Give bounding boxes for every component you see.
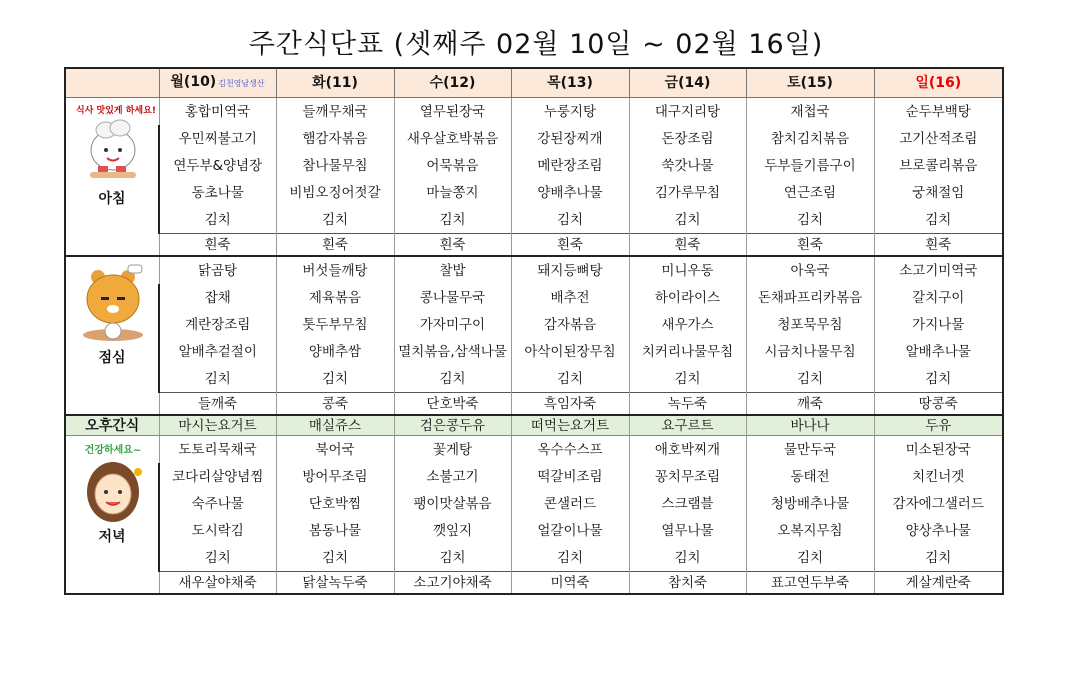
day-header: 금(14) (629, 68, 746, 98)
day-header-row (65, 68, 1003, 98)
menu-item: 가자미구이 (394, 311, 511, 338)
menu-item: 김치 (511, 206, 629, 234)
menu-item: 닭살녹두죽 (276, 572, 394, 595)
menu-item: 두부들기름구이 (746, 152, 874, 179)
breakfast-row (65, 179, 1003, 206)
breakfast-row (65, 234, 1003, 257)
breakfast-label-cell (65, 98, 159, 234)
menu-item: 강된장찌개 (511, 125, 629, 152)
menu-item: 단호박죽 (394, 393, 511, 416)
menu-item: 흰죽 (874, 234, 1003, 257)
dinner-row (65, 490, 1003, 517)
menu-item: 김치 (874, 365, 1003, 393)
menu-item: 알배추겉절이 (159, 338, 276, 365)
menu-item: 옥수수스프 (511, 436, 629, 464)
menu-item: 참치죽 (629, 572, 746, 595)
menu-item: 떡갈비조림 (511, 463, 629, 490)
snack-item: 검은콩두유 (394, 415, 511, 436)
menu-item: 김치 (874, 206, 1003, 234)
menu-table (64, 67, 1004, 595)
menu-item: 김치 (511, 365, 629, 393)
menu-item: 양배추쌈 (276, 338, 394, 365)
meal-label: 점심 (98, 349, 126, 366)
menu-item: 단호박찜 (276, 490, 394, 517)
menu-item: 흰죽 (629, 234, 746, 257)
menu-item: 돈장조림 (629, 125, 746, 152)
menu-item: 숙주나물 (159, 490, 276, 517)
snack-item: 마시는요거트 (159, 415, 276, 436)
snack-item: 바나나 (746, 415, 874, 436)
day-header: 화(11) (276, 68, 394, 98)
menu-item: 김치 (276, 365, 394, 393)
lunch-row (65, 338, 1003, 365)
girl-mascot-icon (76, 442, 150, 528)
snack-item: 두유 (874, 415, 1003, 436)
menu-item: 김치 (394, 365, 511, 393)
menu-item: 오복지무침 (746, 517, 874, 544)
menu-item: 미소된장국 (874, 436, 1003, 464)
lunch-row (65, 365, 1003, 393)
menu-item: 어묵볶음 (394, 152, 511, 179)
menu-item: 봄동나물 (276, 517, 394, 544)
snack-item: 매실쥬스 (276, 415, 394, 436)
menu-item: 햄감자볶음 (276, 125, 394, 152)
menu-item: 흰죽 (159, 234, 276, 257)
menu-item: 김치 (874, 544, 1003, 572)
menu-item: 김치 (746, 365, 874, 393)
menu-item: 참치김치볶음 (746, 125, 874, 152)
menu-item: 코다리살양념찜 (159, 463, 276, 490)
menu-item: 갈치구이 (874, 284, 1003, 311)
menu-item: 콘샐러드 (511, 490, 629, 517)
lunch-label-cell (65, 256, 159, 393)
menu-item: 시금치나물무침 (746, 338, 874, 365)
corner-spacer (65, 234, 159, 257)
menu-item: 청포묵무침 (746, 311, 874, 338)
menu-item: 소고기미역국 (874, 256, 1003, 284)
dinner-label-cell (65, 436, 159, 572)
menu-item: 메란장조림 (511, 152, 629, 179)
menu-item: 양배추나물 (511, 179, 629, 206)
menu-item: 가지나물 (874, 311, 1003, 338)
menu-item: 제육볶음 (276, 284, 394, 311)
menu-item: 김치 (629, 365, 746, 393)
page-title: 주간식단표 (셋째주 02월 10일 ~ 02월 16일) (248, 29, 824, 60)
menu-item: 찰밥 (394, 256, 511, 284)
dinner-row (65, 544, 1003, 572)
dinner-row (65, 572, 1003, 595)
menu-item: 콩나물무국 (394, 284, 511, 311)
menu-item: 들깨죽 (159, 393, 276, 416)
menu-item: 김치 (629, 544, 746, 572)
menu-item: 꽁치무조림 (629, 463, 746, 490)
menu-item: 동태전 (746, 463, 874, 490)
menu-item: 열무나물 (629, 517, 746, 544)
menu-item: 북어국 (276, 436, 394, 464)
lunch-row (65, 256, 1003, 284)
day-header: 목(13) (511, 68, 629, 98)
menu-item: 깨죽 (746, 393, 874, 416)
snack-row (65, 415, 1003, 436)
breakfast-row (65, 206, 1003, 234)
menu-item: 게살계란죽 (874, 572, 1003, 595)
menu-item: 우민찌불고기 (159, 125, 276, 152)
menu-item: 김치 (394, 206, 511, 234)
day-header: 수(12) (394, 68, 511, 98)
menu-item: 얼갈이나물 (511, 517, 629, 544)
menu-item: 김치 (276, 206, 394, 234)
menu-item: 참나물무침 (276, 152, 394, 179)
menu-item: 미역죽 (511, 572, 629, 595)
menu-item: 감자에그샐러드 (874, 490, 1003, 517)
meal-label: 아침 (98, 190, 126, 207)
menu-item: 새우살야채죽 (159, 572, 276, 595)
menu-item: 홍합미역국 (159, 98, 276, 126)
menu-item: 깻잎지 (394, 517, 511, 544)
meal-label: 저녁 (98, 528, 126, 545)
menu-item: 김치 (511, 544, 629, 572)
menu-item: 방어무조림 (276, 463, 394, 490)
menu-item: 궁채절임 (874, 179, 1003, 206)
menu-item: 표고연두부죽 (746, 572, 874, 595)
menu-item: 콩죽 (276, 393, 394, 416)
menu-item: 멸치볶음,삼색나물 (394, 338, 511, 365)
bear-mascot-icon (76, 263, 150, 343)
snack-label: 오후간식 (65, 415, 159, 436)
menu-item: 미니우동 (629, 256, 746, 284)
menu-item: 흰죽 (511, 234, 629, 257)
menu-item: 대구지리탕 (629, 98, 746, 126)
menu-item: 감자볶음 (511, 311, 629, 338)
menu-item: 새우가스 (629, 311, 746, 338)
menu-item: 스크램블 (629, 490, 746, 517)
menu-item: 치킨너겟 (874, 463, 1003, 490)
menu-item: 비빔오징어젓갈 (276, 179, 394, 206)
menu-item: 하이라이스 (629, 284, 746, 311)
menu-item: 팽이맛살볶음 (394, 490, 511, 517)
menu-item: 소불고기 (394, 463, 511, 490)
menu-item: 소고기야채죽 (394, 572, 511, 595)
dinner-row (65, 436, 1003, 464)
snack-item: 떠먹는요거트 (511, 415, 629, 436)
menu-item: 돈채파프리카볶음 (746, 284, 874, 311)
menu-item: 김치 (629, 206, 746, 234)
corner-spacer (65, 572, 159, 595)
menu-item: 계란장조림 (159, 311, 276, 338)
menu-item: 버섯들깨탕 (276, 256, 394, 284)
menu-item: 마늘쫑지 (394, 179, 511, 206)
menu-item: 흰죽 (746, 234, 874, 257)
menu-item: 물만두국 (746, 436, 874, 464)
menu-item: 알배추나물 (874, 338, 1003, 365)
day-header-sunday: 일(16) (874, 68, 1003, 98)
menu-item: 동초나물 (159, 179, 276, 206)
menu-item: 배추전 (511, 284, 629, 311)
menu-item: 꽃게탕 (394, 436, 511, 464)
menu-item: 흰죽 (394, 234, 511, 257)
menu-item: 연두부&양념장 (159, 152, 276, 179)
lunch-row (65, 393, 1003, 416)
menu-item: 김치 (394, 544, 511, 572)
day-note: 김천영남생산 (218, 79, 265, 88)
menu-item: 도토리묵채국 (159, 436, 276, 464)
menu-item: 김치 (159, 544, 276, 572)
menu-item: 도시락김 (159, 517, 276, 544)
menu-item: 땅콩죽 (874, 393, 1003, 416)
menu-item: 김치 (159, 365, 276, 393)
chef-mascot-icon (76, 102, 156, 190)
day-header: 토(15) (746, 68, 874, 98)
day-header: 월(10) 김천영남생산 (159, 68, 276, 98)
corner-cell (65, 68, 159, 98)
breakfast-row (65, 98, 1003, 126)
dinner-row (65, 517, 1003, 544)
menu-item: 잡채 (159, 284, 276, 311)
menu-item: 김치 (746, 544, 874, 572)
menu-item: 새우살호박볶음 (394, 125, 511, 152)
menu-item: 닭곰탕 (159, 256, 276, 284)
menu-item: 김치 (746, 206, 874, 234)
lunch-row (65, 284, 1003, 311)
menu-item: 김치 (159, 206, 276, 234)
menu-item: 애호박찌개 (629, 436, 746, 464)
menu-item: 녹두죽 (629, 393, 746, 416)
menu-item: 연근조림 (746, 179, 874, 206)
menu-item: 재첩국 (746, 98, 874, 126)
menu-item: 돼지등뼈탕 (511, 256, 629, 284)
lunch-row (65, 311, 1003, 338)
dinner-bubble-text: 건강하세요~ (84, 445, 142, 456)
menu-item: 아욱국 (746, 256, 874, 284)
breakfast-bubble-text: 식사 맛있게 하세요! (76, 106, 156, 116)
menu-item: 순두부백탕 (874, 98, 1003, 126)
menu-item: 아삭이된장무침 (511, 338, 629, 365)
menu-item: 쑥갓나물 (629, 152, 746, 179)
menu-item: 치커리나물무침 (629, 338, 746, 365)
menu-item: 양상추나물 (874, 517, 1003, 544)
breakfast-row (65, 152, 1003, 179)
menu-item: 흰죽 (276, 234, 394, 257)
breakfast-row (65, 125, 1003, 152)
menu-item: 톳두부무침 (276, 311, 394, 338)
snack-item: 요구르트 (629, 415, 746, 436)
corner-spacer (65, 393, 159, 416)
menu-item: 김치 (276, 544, 394, 572)
dinner-row (65, 463, 1003, 490)
menu-item: 고기산적조림 (874, 125, 1003, 152)
menu-item: 흑임자죽 (511, 393, 629, 416)
menu-item: 청방배추나물 (746, 490, 874, 517)
menu-item: 김가루무침 (629, 179, 746, 206)
menu-item: 브로콜리볶음 (874, 152, 1003, 179)
menu-item: 들깨무채국 (276, 98, 394, 126)
menu-item: 누룽지탕 (511, 98, 629, 126)
menu-item: 열무된장국 (394, 98, 511, 126)
